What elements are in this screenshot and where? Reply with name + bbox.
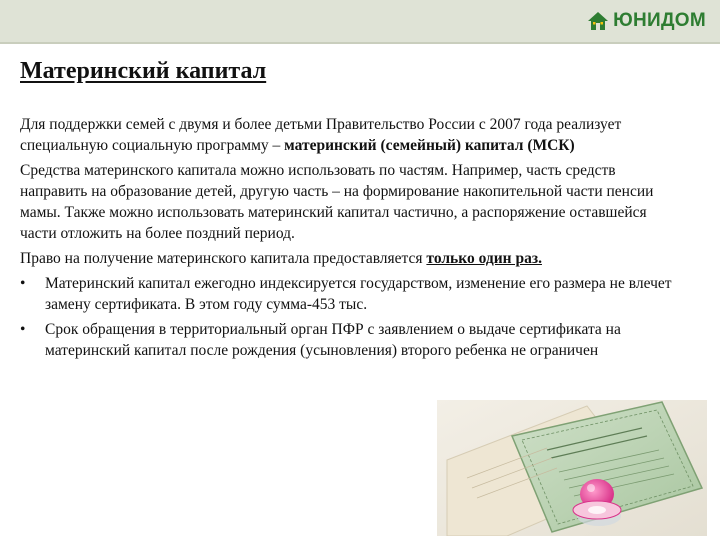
list-item xyxy=(20,273,680,315)
paragraph-usage: Средства материнского капитала можно использовать по частям. Например, часть средств направить на образование детей, другую часть – на формирование накопительной части пенсии мамы. Также можно использовать материнский капитал частично, а распоряжение оставшейся части отложить на более поздний период. xyxy=(20,162,654,242)
paragraph-intro-text: Для поддержки семей с двумя и более детьми Правительство России с 2007 года реализует специальную социальную программу – xyxy=(20,116,622,154)
paragraph-right-text: Право на получение материнского капитала предоставляется xyxy=(20,250,427,267)
bullet-list xyxy=(20,273,680,361)
list-item-text: Материнский капитал ежегодно индексируется государством, изменение его размера не влечет замену сертификата. В этом году сумма-453 тыс. xyxy=(45,275,672,313)
house-icon xyxy=(587,10,609,32)
paragraph-right-emphasis: только один раз. xyxy=(426,250,542,267)
certificate-photo xyxy=(437,400,707,536)
logo xyxy=(587,8,706,34)
header-bar xyxy=(0,0,720,44)
content-body xyxy=(20,114,680,365)
list-item-text: Срок обращения в территориальный орган ПФР с заявлением о выдаче сертификата на материнский капитал после рождения (усыновления) второго ребенка не ограничен xyxy=(45,321,621,359)
logo-text: ЮНИДОМ xyxy=(613,10,706,31)
list-item xyxy=(20,319,680,361)
paragraph-right xyxy=(20,248,680,269)
paragraph-intro xyxy=(20,114,680,156)
bullet-symbol: • xyxy=(20,321,26,338)
paragraph-intro-bold: материнский (семейный) капитал (МСК) xyxy=(284,137,575,154)
bullet-symbol: • xyxy=(20,275,26,292)
page-title: Материнский капитал xyxy=(20,58,267,84)
